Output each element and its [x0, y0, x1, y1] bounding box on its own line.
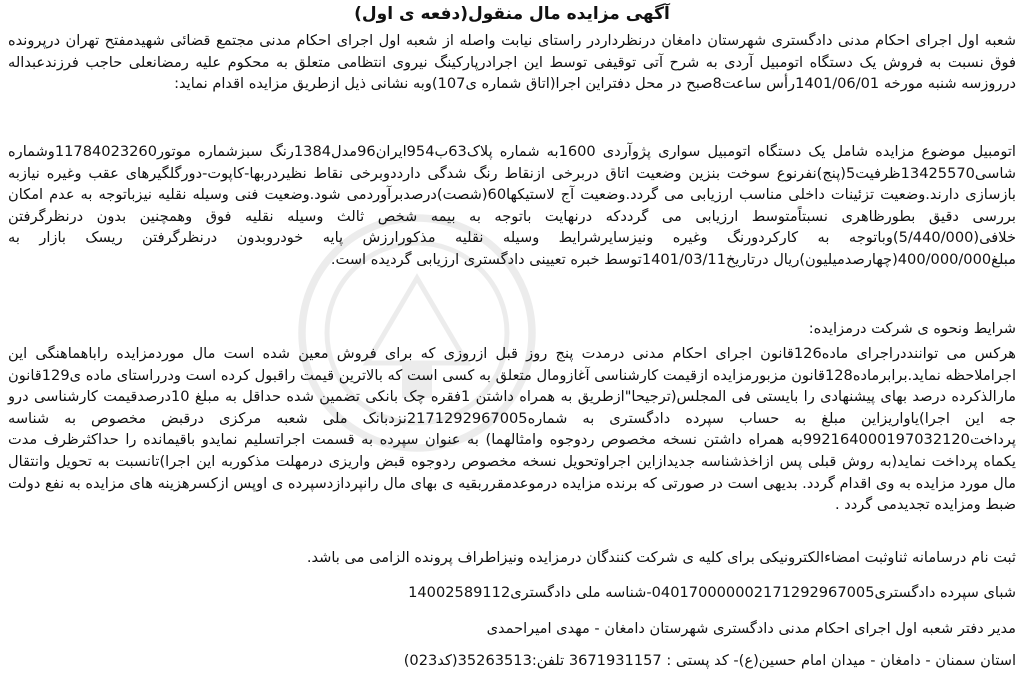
vehicle-description-paragraph: اتومبیل موضوع مزایده شامل یک دستگاه اتومبیل سواری پژوآردی 1600به شماره پلاک63ب954ایران96مدل1384رنگ سبزشماره موتور11784023260وشماره شاسی13425570ظرفیت5(پنج)نفرنوع سوخت بنزین وضعیت اتاق دربرخی ازنقاط رنگ شدگی دارددوبرخی نقاط نظیردربها-کاپوت-دورگلگیرهای عقب وغیره نیازبه بازسازی دارند.وضعیت تزئینات داخلی مناسب ارزیابی می گردد.وضعیت آج لاستیکها60(شصت)درصدبرآوردمی شود.وضعیت فنی وسیله نقلیه نیزباتوجه به عدم امکان بررسی دقیق بطورظاهری نسبتاًمتوسط ارزیابی می گرددکه درنهایت باتوجه به بیمه شخص ثالث وسیله نقلیه فوق وهمچنین بدون درنظرگرفتن خلافی(5/440/000)وباتوجه به کارکردورنگ وغیره ونیزسایرشرایط وسیله نقلیه مذکورارزش پایه خودروبدون درنظرگرفتن ریسک بازار به مبلغ400/000/000(چهارصدمیلیون)ریال درتاریخ1401/03/11توسط خبره تعیینی دادگستری ارزیابی گردیده است.	[8, 143, 1016, 268]
conditions-paragraph: هرکس می تواننددراجرای ماده126قانون اجرای احکام مدنی درمدت پنج روز قبل ازروزی که برای فروش معین شده است مال موردمزایده راباهماهنگی این اجراملاحظه نماید.برابرماده128قانون مزبورمزایده ازقیمت کارشناسی آغازومال متعلق به کسی است که بالاترین قیمت راقبول کرده است ودرراستای ماده ی129قانون مارالذکرده درصد بهای پیشنهادی را بایستی فی المجلس(ترجیحا"ازطریق به همراه داشتن 1فقره چک بانکی تضمین شده حداقل به مبلغ 10درصدقیمت کارشناسی درو جه این اجرا)یاواریزاین مبلغ به حساب سپرده دادگستری به شماره2171292967005نزدبانک ملی شعبه مرکزی درقبض مخصوص به شناسه پرداخت992164000197032120به همراه داشتن نسخه مخصوص ردوجوه وامثالهما) به عنوان سپرده به قسمت اجراتسلیم نمایدو باقیمانده را حداکثرظرف مدت یکماه پرداخت نماید(به روش قبلی پس ازاخذشناسه جدیدازاین اجراوتحویل نسخه مخصوص ردوجوه قبض واریزی درمهلت مذکوربه این اجرا)تانسبت به تحویل وانتقال مال مورد مزایده به وی اقدام گردد. بدیهی است در صورتی که برنده مزایده درموعدمقرربقیه ی بهای مال رانپردازدسپرده ی اوپس ازکسرهزینه های مزایده به نفع دولت ضبط ومزایده تجدیدمی گردد .	[8, 345, 1017, 514]
registration-note: ثبت نام درسامانه ثناوثبت امضاءالکترونیکی برای کلیه ی شرکت کنندگان درمزایده ونیزاطراف پرونده الزامی می باشد.	[306, 549, 1016, 566]
intro-paragraph: شعبه اول اجرای احکام مدنی دادگستری شهرستان دامغان درنظرداردر راستای نیابت واصله از شعبه اول اجرای احکام مدنی مجتمع قضائی شهیدمفتح تهران درپرونده فوق نسبت به فروش یک دستگاه اتومبیل آردی به شرح آتی توقیفی توسط این اجرادرپارکینگ نیروی انتظامی متعلق به محکوم علیه رمضانعلی حاجب فرزندعبداله درروزسه شنبه مورخه 1401/06/01رأس ساعت8صبح در محل دفتراین اجرا(اتاق شماره ی107)وبه نشانی ذیل ازطریق مزایده اقدام نماید:	[8, 32, 1016, 93]
address-line: استان سمنان - دامغان - میدان امام حسین(ع)- کد پستی : 3671931157 تلفن:35263513(کد023)	[403, 652, 1016, 669]
account-info-line: شبای سپرده دادگستری040170000002171292967005-شناسه ملی دادگستری14002589112	[408, 584, 1016, 601]
conditions-heading: شرایط ونحوه ی شرکت درمزایده:	[808, 320, 1016, 337]
page-title: آگهی مزایده مال منقول(دفعه ی اول)	[354, 4, 670, 24]
manager-signature-line: مدیر دفتر شعبه اول اجرای احکام مدنی دادگستری شهرستان دامغان - مهدی امیراحمدی	[486, 620, 1016, 637]
